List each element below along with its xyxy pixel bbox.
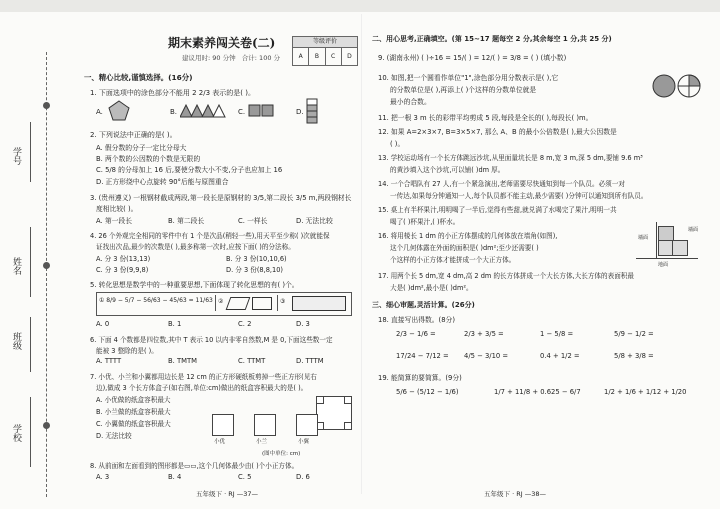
exam-time-score bbox=[182, 53, 280, 62]
q7-unit-note: (图中单位: cm) bbox=[262, 451, 301, 457]
page-footer-left: 五年级下 · RJ —37— bbox=[196, 490, 258, 498]
question-11: 11. 把一根 3 m 长的彩带平均剪成 5 段,每段是全长的( ),每段长( )m。 bbox=[378, 114, 593, 122]
question-7-cont: 边),做成 3 个长方体盒子(如右图,单位:cm)做出的纸盒容积最大的是( )。 bbox=[96, 384, 308, 392]
q8-option-a[interactable]: A. 3 bbox=[96, 473, 110, 481]
question-4-cont: 证找出次品,最少的次数是( ),最多称第一次时,应按下面( )的分法称。 bbox=[96, 243, 295, 251]
q5-option-d[interactable]: D. 3 bbox=[296, 320, 310, 328]
question-7: 7. 小优、小兰和小翼都用边长是 12 cm 的正方形硬纸板剪掉一些正方形(见右 bbox=[90, 373, 317, 381]
q19-item: 1/7 + 11/8 + 0.625 − 6/7 bbox=[494, 388, 581, 396]
exam-time: 建议用时: 90 分钟 bbox=[182, 54, 236, 62]
cube-stack-figure bbox=[636, 222, 698, 270]
question-15: 15. 桌上有半杯果汁,明明喝了一半后,觉得有些甜,就兑满了水喝完了果汁,明明一共 bbox=[378, 206, 617, 214]
q7-box-xiaoyou bbox=[212, 414, 234, 436]
question-14: 14. 一个合唱队有 27 人,有一个紧急演出,老师需要尽快通知到每一个队员。必须一对 bbox=[378, 180, 625, 188]
fill-line bbox=[30, 122, 31, 182]
q2-option-a[interactable]: A. 假分数的分子一定比分母大 bbox=[96, 144, 187, 152]
question-16: 16. 将用棱长 1 dm 的小正方体摆成的几何体放在墙角(如图), bbox=[378, 232, 558, 240]
grade-cell[interactable]: B bbox=[309, 48, 325, 65]
fill-line bbox=[30, 317, 31, 372]
q8-option-c[interactable]: C. 5 bbox=[238, 473, 252, 481]
question-19: 19. 能简算的要简算。(9分) bbox=[378, 374, 462, 382]
q5-option-a[interactable]: A. 0 bbox=[96, 320, 110, 328]
question-8: 8. 从前面和左面看到的图形都是▭▭,这个几何体最少由( )个小正方体。 bbox=[90, 462, 299, 470]
pentagon-figure bbox=[108, 100, 130, 122]
question-18: 18. 直接写出得数。(8分) bbox=[378, 316, 455, 324]
q1-option-a[interactable]: A. bbox=[96, 108, 103, 116]
grade-cell[interactable]: D bbox=[347, 53, 352, 60]
q5-shape-transform: ② bbox=[215, 295, 274, 311]
circles-figure bbox=[652, 68, 702, 104]
triangles-figure bbox=[180, 104, 226, 118]
q1-option-d[interactable]: D. bbox=[296, 108, 304, 116]
question-10-cont: 的分数单位是( ),再添上( )个这样的分数单位就是 bbox=[390, 86, 537, 94]
question-5: 5. 转化思想是数学中的一种重要思想,下面体现了转化思想的有( )个。 bbox=[90, 281, 299, 289]
q7-option-d[interactable]: D. 无法比较 bbox=[96, 432, 132, 440]
q7-fig-label: 小翼 bbox=[298, 439, 310, 445]
q7-box-xiaolan bbox=[254, 414, 276, 436]
binding-strip bbox=[0, 12, 72, 502]
q18-item: 5/9 − 1/2 = bbox=[614, 330, 654, 338]
q18-item: 2/3 − 1/6 = bbox=[396, 330, 436, 338]
q7-fig-label: 小优 bbox=[214, 439, 226, 445]
q7-option-b[interactable]: B. 小兰做的纸盒容积最大 bbox=[96, 408, 171, 416]
question-6: 6. 下面 4 个数都是四位数,其中 T 表示 10 以内非零自然数,M 是 0,下面这些数一定 bbox=[90, 336, 333, 344]
q4-option-a[interactable]: A. 分 3 份(13,13) bbox=[96, 255, 151, 263]
question-12: 12. 如果 A=2×3×7, B=3×5×7, 那么 A、B 的最小公倍数是( ),最大公因数是 bbox=[378, 128, 617, 136]
grade-cell[interactable]: A bbox=[293, 48, 309, 65]
rectangle-shape bbox=[252, 297, 272, 310]
question-9: 9. (湖南永州) ( )÷16 = 15/( ) = 12/( ) = 3/8 = ( ) (填小数) bbox=[378, 54, 567, 62]
question-14-cont: 一传达,如果每分钟通知一人,每个队员都不能主动,最少需要( )分钟可以通知到所有队员。 bbox=[390, 192, 648, 200]
seal-line bbox=[46, 52, 47, 497]
question-12-cont: ( )。 bbox=[390, 140, 405, 148]
question-17: 17. 用两个长 5 dm,宽 4 dm,高 2 dm 的长方体拼成一个大长方体,大长方体的表面积最 bbox=[378, 272, 634, 280]
section-3-title: 三、细心审题,灵活计算。(26分) bbox=[372, 301, 475, 309]
q6-option-b[interactable]: B. TMTM bbox=[168, 357, 198, 365]
q5-figure-strip bbox=[96, 292, 352, 316]
q3-option-c[interactable]: C. 一样长 bbox=[238, 217, 268, 225]
q3-option-d[interactable]: D. 无法比较 bbox=[296, 217, 333, 225]
punch-hole bbox=[43, 422, 50, 429]
label-student-id: 学号 bbox=[11, 147, 21, 165]
question-3-cont: 度相比较( )。 bbox=[96, 205, 138, 213]
exam-score: 合计: 100 分 bbox=[241, 54, 281, 62]
q8-option-d[interactable]: D. 6 bbox=[296, 473, 310, 481]
q18-item: 17/24 − 7/12 = bbox=[396, 352, 449, 360]
q3-option-a[interactable]: A. 第一段长 bbox=[96, 217, 133, 225]
q2-option-b[interactable]: B. 两个数的公因数的个数是无限的 bbox=[96, 155, 201, 163]
section-2-title: 二、用心思考,正确填空。(第 15~17 题每空 2 分,其余每空 1 分,共 25 分) bbox=[372, 35, 612, 43]
top-band bbox=[0, 0, 720, 12]
q2-option-d[interactable]: D. 正方形绕中心点旋转 90°后能与原图重合 bbox=[96, 178, 229, 186]
bar-figure bbox=[306, 98, 318, 124]
fill-line bbox=[30, 397, 31, 467]
question-16-cont: 这个几何体露在外面的面积是( )dm²;至少还需要( ) bbox=[390, 244, 539, 252]
q18-item: 0.4 + 1/2 = bbox=[540, 352, 580, 360]
q6-option-d[interactable]: D. TTTM bbox=[296, 357, 324, 365]
punch-hole bbox=[43, 262, 50, 269]
punch-hole bbox=[43, 102, 50, 109]
question-10: 10. 如图,把一个圆看作单位"1",涂色部分用分数表示是( ),它 bbox=[378, 74, 559, 82]
grade-box bbox=[292, 36, 358, 66]
page-divider bbox=[361, 14, 362, 494]
question-2: 2. 下列说法中正确的是( )。 bbox=[90, 131, 177, 139]
q7-option-a[interactable]: A. 小优做的纸盒容积最大 bbox=[96, 396, 171, 404]
q5-option-c[interactable]: C. 2 bbox=[238, 320, 252, 328]
parallelogram-shape bbox=[226, 297, 251, 310]
q6-option-c[interactable]: C. TTMT bbox=[238, 357, 266, 365]
exam-title: 期末素养闯关卷(二) bbox=[168, 36, 276, 50]
wall-label: 墙面 bbox=[638, 235, 649, 241]
question-13: 13. 学校运动场有一个长方体跳远沙坑,从里面量坑长是 8 m,宽 3 m,深 5 dm,要铺 9.6 m³ bbox=[378, 154, 643, 162]
page-footer-right: 五年级下 · RJ —38— bbox=[484, 490, 546, 498]
q4-option-b[interactable]: B. 分 3 份(10,10,6) bbox=[226, 255, 287, 263]
q4-option-c[interactable]: C. 分 3 份(9,9,8) bbox=[96, 266, 149, 274]
squares-figure bbox=[248, 104, 274, 118]
q7-main-square bbox=[316, 396, 352, 430]
q5-option-b[interactable]: B. 1 bbox=[168, 320, 182, 328]
q18-item: 5/8 + 3/8 = bbox=[614, 352, 654, 360]
question-4: 4. 26 个外观完全相同的零件中有 1 个是次品(稍轻一些),用天平至少称( )次就能保 bbox=[90, 232, 330, 240]
grade-cell[interactable]: C bbox=[326, 48, 342, 65]
question-1: 1. 下面选项中的涂色部分不能用 2 2/3 表示的是( )。 bbox=[90, 89, 255, 97]
q6-option-a[interactable]: A. TTTT bbox=[96, 357, 122, 365]
q18-item: 2/3 + 3/5 = bbox=[464, 330, 504, 338]
q7-option-c[interactable]: C. 小翼做的纸盒容积最大 bbox=[96, 420, 171, 428]
floor-label: 地面 bbox=[658, 262, 669, 268]
q2-option-c[interactable]: C. 5/8 的分母加上 16 后,要使分数大小不变,分子也应加上 16 bbox=[96, 166, 283, 174]
question-16-cont2: 个这样的小正方体才能拼成一个大正方体。 bbox=[390, 256, 516, 264]
q19-item: 1/2 + 1/6 + 1/12 + 1/20 bbox=[604, 388, 687, 396]
label-school: 学校 bbox=[11, 424, 21, 442]
q1-option-b[interactable]: B. bbox=[170, 108, 178, 116]
q5-fraction-text: ① 8/9 − 5/7 − 56/63 − 45/63 = 11/63 bbox=[99, 297, 213, 304]
water-container bbox=[292, 296, 346, 311]
q4-option-d[interactable]: D. 分 3 份(8,8,10) bbox=[226, 266, 283, 274]
question-6-cont: 能被 3 整除的是( )。 bbox=[96, 347, 158, 355]
label-class: 班级 bbox=[11, 332, 21, 350]
section-1-title: 一、精心比较,谨慎选择。(16分) bbox=[84, 73, 193, 82]
question-10-cont2: 最小的合数。 bbox=[390, 98, 431, 106]
question-13-cont: 的黄沙填入这个沙坑,可以铺( )dm 厚。 bbox=[390, 166, 505, 174]
label-name: 姓名 bbox=[11, 257, 21, 275]
question-15-cont: 喝了( )杯果汁,( )杯水。 bbox=[390, 218, 460, 226]
q1-option-c[interactable]: C. bbox=[238, 108, 246, 116]
q7-box-xiaoyi bbox=[296, 414, 318, 436]
question-3: 3. (贵州遵义) 一根钢材截成两段,第一段长是原钢材的 3/5,第二段长 3/5 m,两段钢材长 bbox=[90, 194, 352, 202]
q3-option-b[interactable]: B. 第二段长 bbox=[168, 217, 205, 225]
q8-option-b[interactable]: B. 4 bbox=[168, 473, 182, 481]
q18-item: 1 − 5/8 = bbox=[540, 330, 574, 338]
q19-item: 5/6 − (5/12 − 1/6) bbox=[396, 388, 459, 396]
q5-volume-figure: ③ bbox=[277, 295, 348, 311]
q7-fig-label: 小兰 bbox=[256, 439, 268, 445]
wall-label: 墙面 bbox=[688, 227, 699, 233]
fill-line bbox=[30, 227, 31, 297]
q18-item: 4/5 − 3/10 = bbox=[464, 352, 509, 360]
question-17-cont: 大是( )dm²,最小是( )dm²。 bbox=[390, 284, 473, 292]
grade-box-label: 等级评价 bbox=[293, 37, 357, 48]
